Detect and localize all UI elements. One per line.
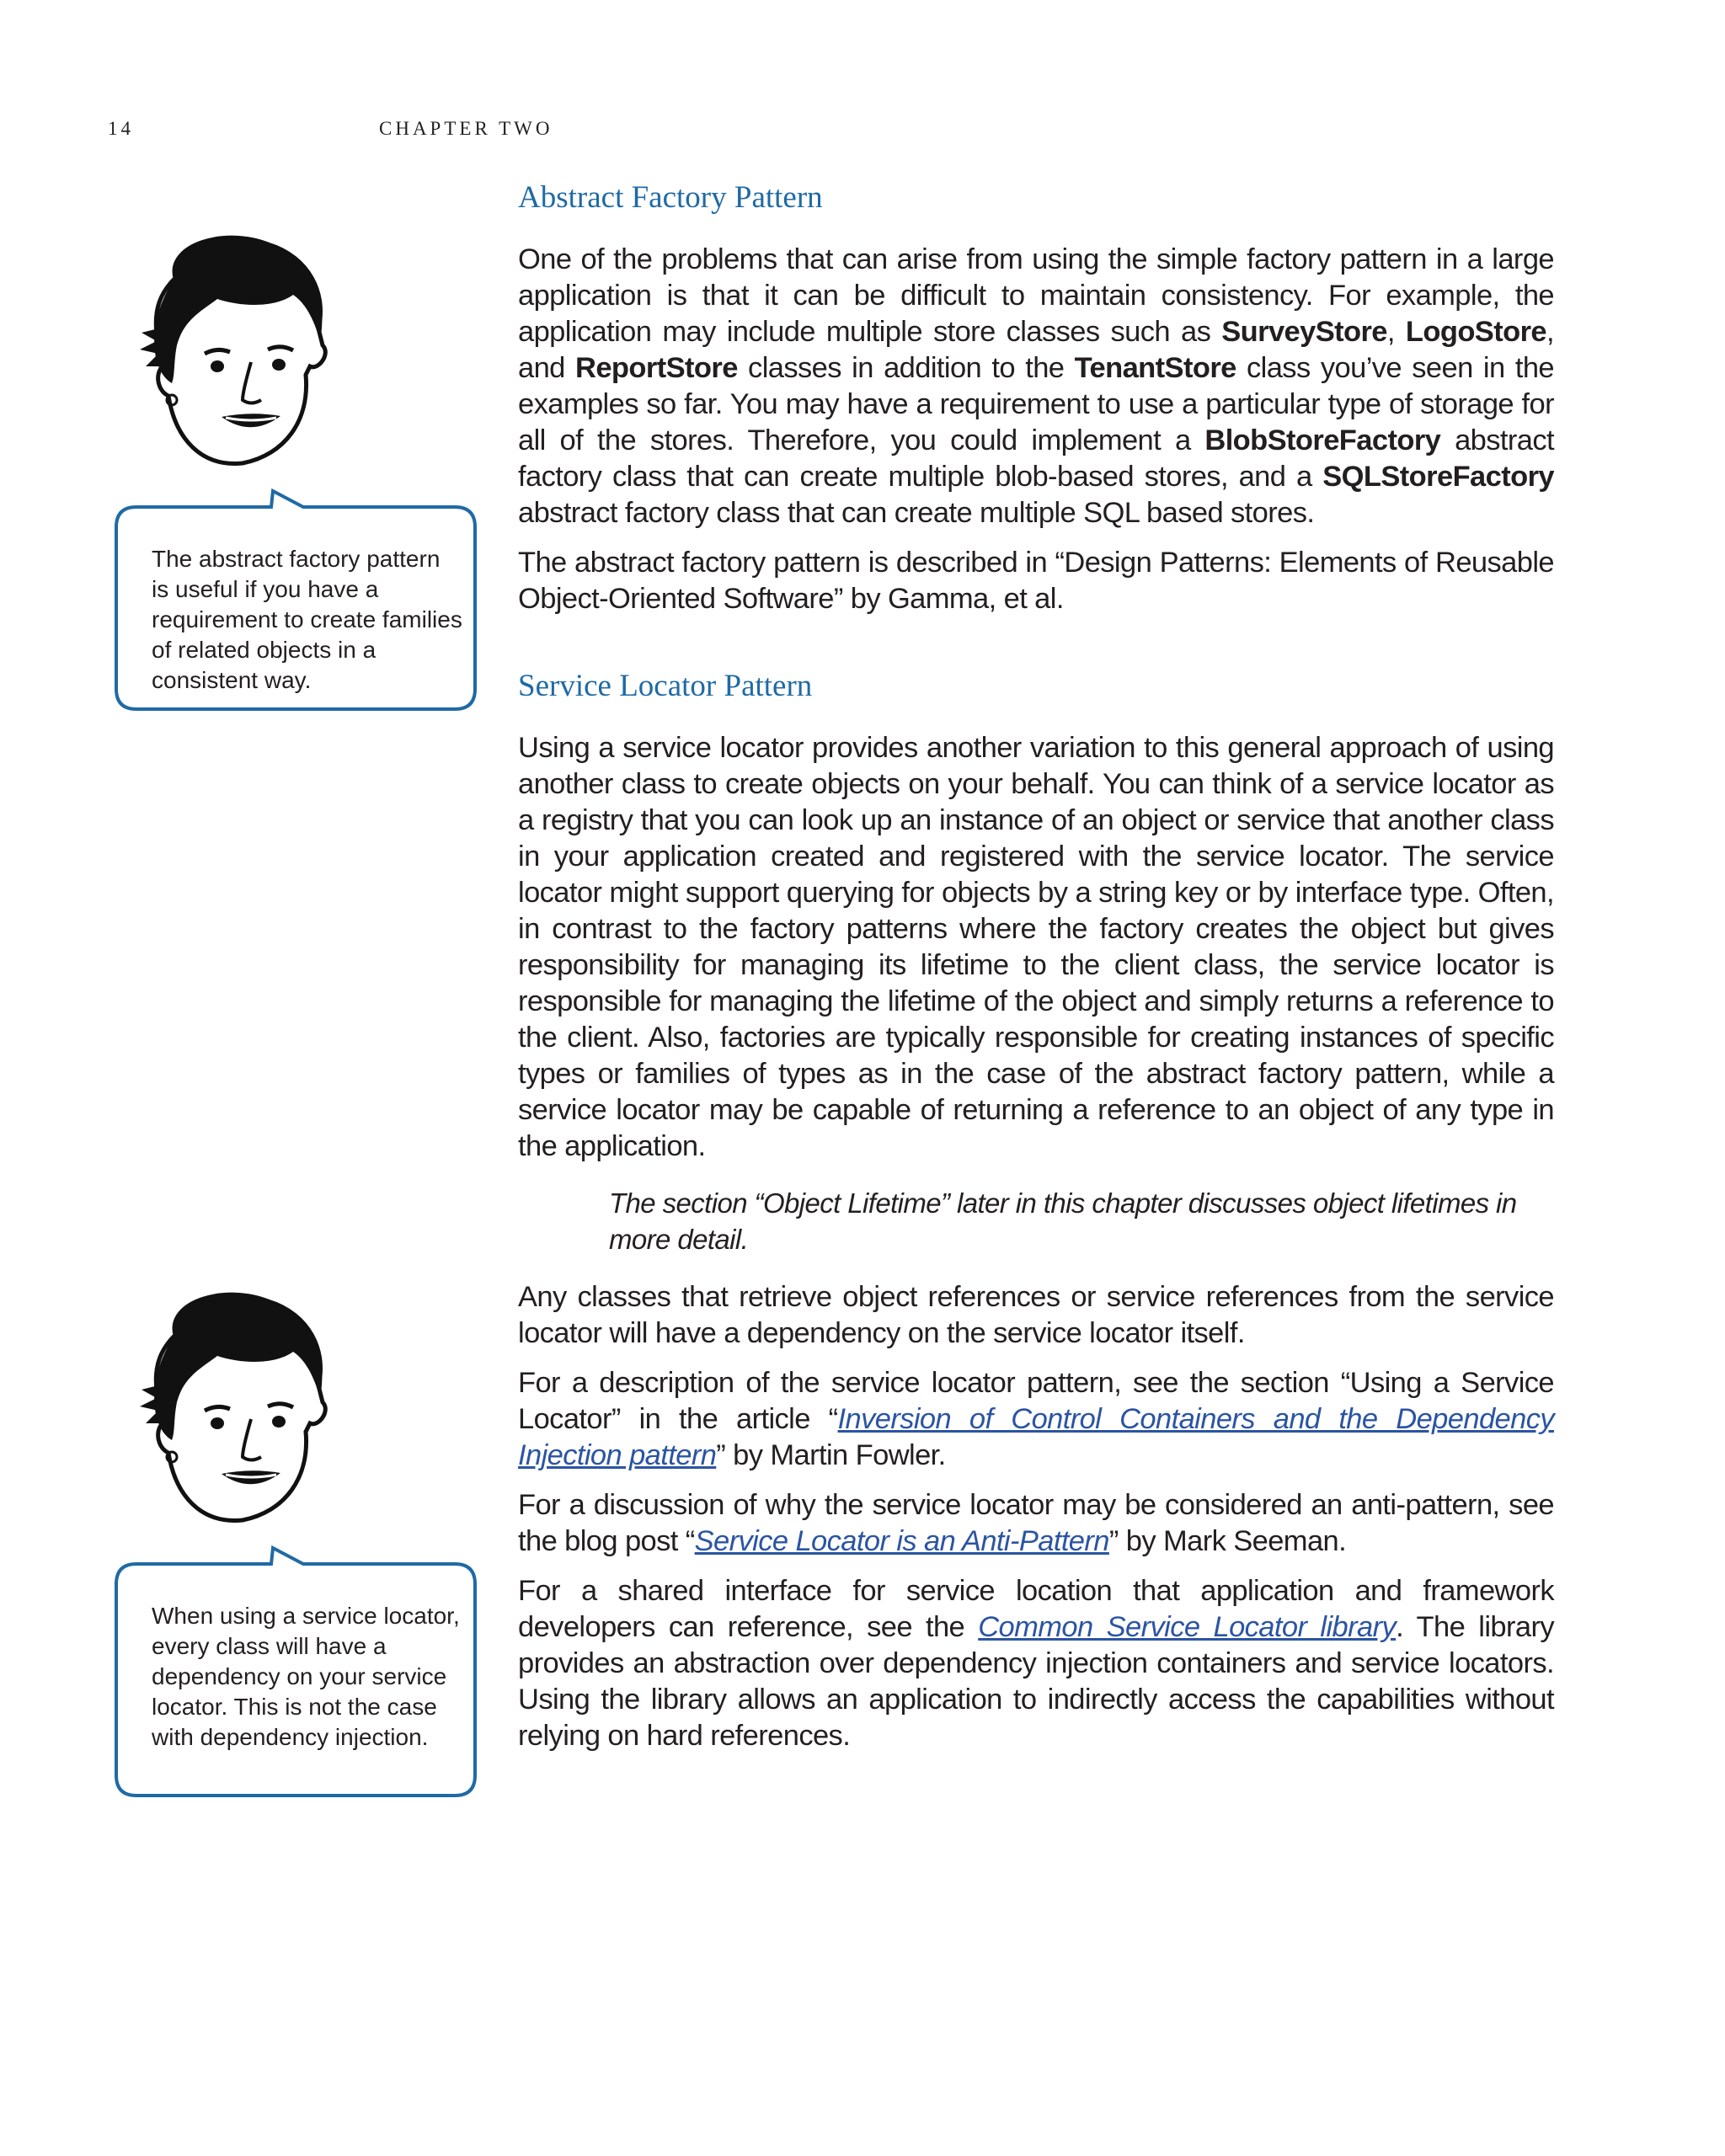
text-run: , [1386,316,1406,348]
link-antipattern-post[interactable]: Service Locator is an Anti-Pattern [694,1525,1109,1557]
class-name: LogoStore [1405,316,1546,348]
paragraph [518,1365,1554,1474]
section-heading-service-locator: Service Locator Pattern [518,669,813,703]
speech-bubble-icon [111,488,480,716]
speech-bubble-icon [111,1545,480,1802]
text-run: ” by Martin Fowler. [716,1439,946,1471]
text-run: abstract factory class that can create multiple SQL based stores. [518,497,1315,529]
paragraph [518,1573,1554,1754]
text-run: One of the problems that can arise from using the simple factory pattern in a large application is that it can be difficult to maintain consistency. For example, the application may include multiple store classes such as [518,243,1554,348]
class-name: SQLStoreFactory [1322,461,1554,493]
character-face-icon [116,227,344,472]
text-run: . The library provides an abstraction over dependency injection containers and service locators. Using the library allows an application to indirectly access the capabilities without relying on hard references. [518,1611,1554,1752]
class-name: TenantStore [1074,352,1236,384]
paragraph: Any classes that retrieve object references or service references from the service locator will have a dependency on the service locator itself. [518,1281,1554,1349]
italic-note: The section “Object Lifetime” later in this chapter discusses object lifetimes in more detail. [609,1187,1517,1255]
class-name: SurveyStore [1221,316,1387,348]
page-number: 14 [108,118,134,139]
class-name: ReportStore [575,352,738,384]
text-run: abstract factory class that can create multiple blob-based stores, and a [518,424,1554,493]
text-run: For a shared interface for service location that application and framework developers can reference, see the [518,1575,1554,1643]
text-run: For a discussion of why the service locator may be considered an anti-pattern, see the blog post “ [518,1489,1554,1557]
sidebar-note-text: When using a service locator, every class will have a dependency on your service locator. This is not the case with dependency injection. [152,1603,460,1750]
link-common-service-locator[interactable]: Common Service Locator library [978,1611,1397,1643]
text-run: , and [518,316,1554,384]
paragraph: Using a service locator provides another variation to this general approach of using another class to create objects on your behalf. You can think of a service locator as a registry that you can look up an instance of an object or service that another class in your application created and registered with the service locator. The service locator might support querying for objects by a string key or by interface type. Often, in contrast to the factory patterns where the factory creates the object but gives responsibility for managing its lifetime to the client class, the service locator is responsible for managing the lifetime of the object and simply returns a reference to the client. Also, factories are typically responsible for creating instances of specific types or families of types as in the case of the abstract factory pattern, while a service locator may be capable of returning a reference to an object of any type in the application. [518,732,1554,1162]
text-run: For a description of the service locator pattern, see the section “Using a Service Locator” in the article “ [518,1367,1554,1435]
sidebar-note-text: The abstract factory pattern is useful if you have a requirement to create families of related objects in a consistent way. [152,546,462,693]
chapter-label: CHAPTER TWO [379,118,553,139]
text-run: class you’ve seen in the examples so far. You may have a requirement to use a particular type of storage for all of the stores. Therefore, you could implement a [518,352,1554,456]
paragraph: The abstract factory pattern is described in “Design Patterns: Elements of Reusable Object-Oriented Software” by Gamma, et al. [518,547,1554,615]
paragraph [518,1487,1554,1560]
text-run: ” by Mark Seeman. [1108,1525,1347,1557]
paragraph [518,242,1554,531]
link-fowler-article[interactable]: Inversion of Control Containers and the Dependency Injection pattern [518,1403,1555,1471]
class-name: BlobStoreFactory [1204,424,1441,456]
main-content [518,173,1554,1768]
running-head [108,118,782,140]
section-heading-abstract-factory: Abstract Factory Pattern [518,180,823,215]
text-run: classes in addition to the [737,352,1075,384]
character-face-icon [116,1284,344,1529]
